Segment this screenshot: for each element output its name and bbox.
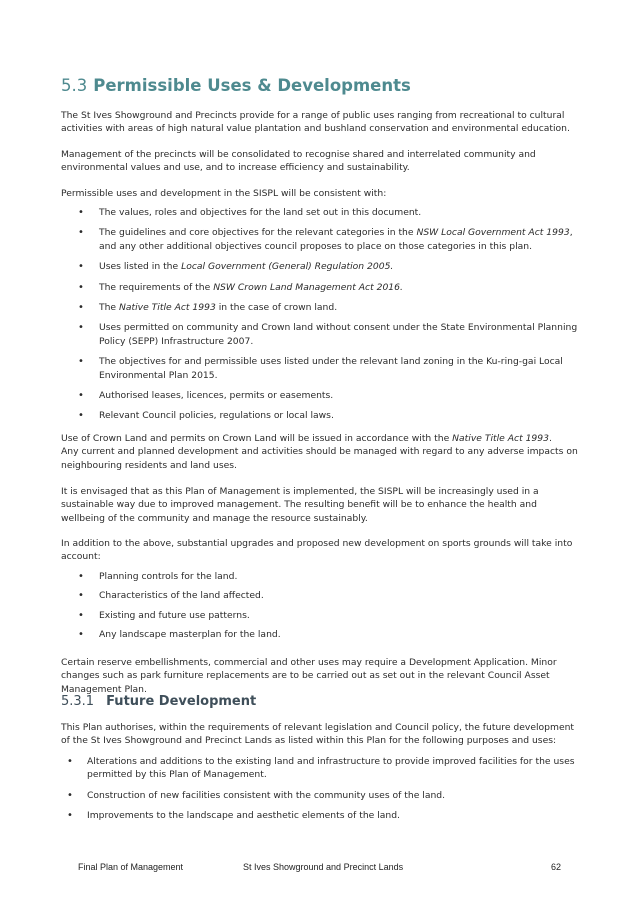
section-number: 5.3: [61, 76, 88, 95]
list-item: • The objectives for and permissible uses listed under the relevant land zoning in the Ku-ring-gai Local Environmental Plan 2015.: [99, 355, 579, 382]
paragraph-management: Management of the precincts will be consolidated to recognise shared and interrelated community and environmental values and use, and to increase efficiency and sustainability.: [61, 149, 536, 174]
list-item: • Uses permitted on community and Crown land without consent under the State Environmental Planning Policy (SEPP) Infrastructure 2007.: [99, 321, 579, 348]
list-item: • The values, roles and objectives for the land set out in this document.: [99, 206, 579, 219]
future-development-list: [87, 755, 579, 823]
list-item: • Any landscape masterplan for the land.: [99, 628, 579, 641]
page-number: 62: [551, 862, 562, 872]
paragraph-permissible-intro: Permissible uses and development in the SISPL will be consistent with:: [61, 188, 387, 199]
footer-left: Final Plan of Management: [78, 862, 184, 872]
considerations-list: [99, 570, 579, 642]
list-item: • Relevant Council policies, regulations or local laws.: [99, 409, 579, 422]
list-item: • Authorised leases, licences, permits or easements.: [99, 389, 579, 402]
paragraph-crown-land: Use of Crown Land and permits on Crown Land will be issued in accordance with the Native Title Act 1993. Any current and planned development and activities should be managed with regard to any adverse impacts on neighbouring residents and land uses.: [61, 433, 578, 471]
list-item: • Existing and future use patterns.: [99, 609, 579, 622]
footer-center: St Ives Showground and Precinct Lands: [243, 862, 404, 872]
list-item: • Improvements to the landscape and aesthetic elements of the land.: [87, 809, 579, 822]
paragraph-sustainability: It is envisaged that as this Plan of Management is implemented, the SISPL will be increasingly used in a sustainable way due to improved management. The resulting benefit will be to enhance the health and wellbeing of the community and manage the resource sustainably.: [61, 486, 539, 524]
permissible-uses-list: [99, 206, 579, 423]
section-title: Permissible Uses & Developments: [93, 76, 411, 95]
paragraph-intro: The St Ives Showground and Precincts provide for a range of public uses ranging from recreational to cultural activities with areas of high natural value plantation and bushland conservation and environmental education.: [61, 110, 570, 135]
subsection-heading: [61, 694, 256, 709]
section-heading: [61, 76, 411, 95]
paragraph-sports-grounds: In addition to the above, substantial upgrades and proposed new development on sports grounds will take into account:: [61, 538, 573, 563]
list-item: • The Native Title Act 1993 in the case of crown land.: [99, 301, 579, 314]
list-item: • Uses listed in the Local Government (General) Regulation 2005.: [99, 260, 579, 273]
list-item: • Alterations and additions to the existing land and infrastructure to provide improved facilities for the uses permitted by this Plan of Management.: [87, 755, 579, 782]
paragraph-development-application: Certain reserve embellishments, commercial and other uses may require a Development Application. Minor changes such as park furniture replacements are to be carried out as set out in the relevant Council Asset Management Plan.: [61, 657, 557, 695]
list-item: • The guidelines and core objectives for the relevant categories in the NSW Local Government Act 1993, and any other additional objectives council proposes to place on those categories in this plan.: [99, 226, 579, 253]
list-item: • Characteristics of the land affected.: [99, 589, 579, 602]
list-item: • Planning controls for the land.: [99, 570, 579, 583]
list-item: • Construction of new facilities consistent with the community uses of the land.: [87, 789, 579, 802]
subsection-number: 5.3.1: [61, 694, 95, 709]
subsection-title: Future Development: [106, 694, 257, 709]
paragraph-future-development: This Plan authorises, within the requirements of relevant legislation and Council policy, the future development of the St Ives Showground and Precinct Lands as listed within this Plan for the following purposes and uses:: [61, 722, 575, 747]
list-item: • The requirements of the NSW Crown Land Management Act 2016.: [99, 281, 579, 294]
